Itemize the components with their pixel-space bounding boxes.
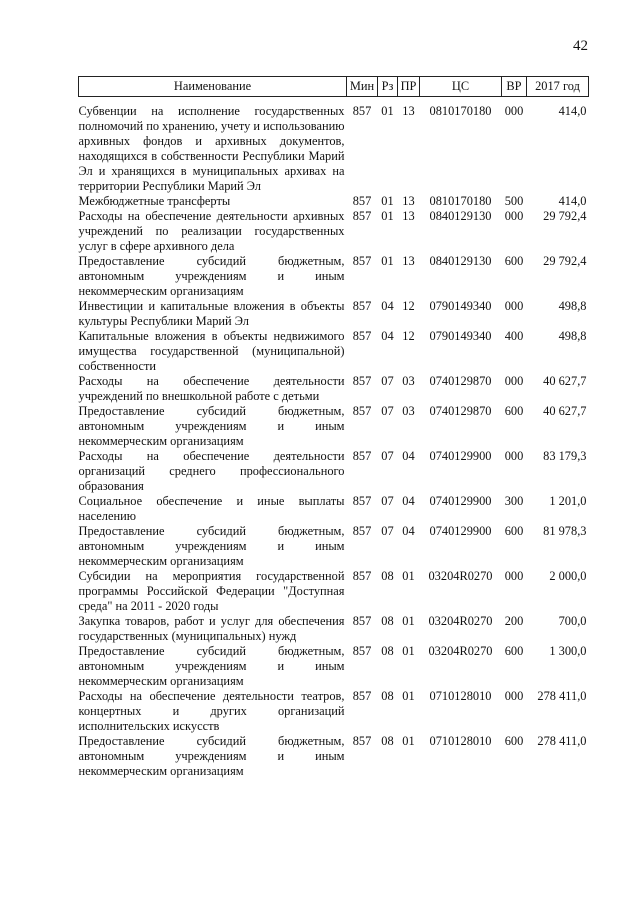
table-row [79,209,589,254]
cell-amount: 29 792,4 [543,209,587,223]
cell-name: Предоставление субсидий бюджетным, автономным учреждениям и иным некоммерческим организациям [78,734,345,778]
cell-vr: 000 [504,569,524,583]
cell-cs: 03204R0270 [428,569,493,583]
cell-rz: 01 [381,194,394,208]
cell-vr: 000 [504,104,524,118]
cell-amount: 1 300,0 [549,644,587,658]
cell-cs: 0710128010 [429,734,492,748]
cell-cs: 0810170180 [429,194,492,208]
cell-min: 857 [352,734,372,748]
cell-min: 857 [352,254,372,268]
cell-cs: 0840129130 [429,209,492,223]
header-min: Мин [347,77,378,97]
table-row [79,494,589,524]
cell-cs: 0710128010 [429,689,492,703]
cell-name: Расходы на обеспечение деятельности организаций среднего профессионального образования [78,449,345,493]
cell-cs: 0740129870 [429,374,492,388]
cell-min: 857 [352,689,372,703]
header-rz: Рз [378,77,398,97]
cell-cs: 0790149340 [429,299,492,313]
cell-name: Предоставление субсидий бюджетным, автономным учреждениям и иным некоммерческим организациям [78,524,345,568]
cell-amount: 83 179,3 [543,449,587,463]
cell-min: 857 [352,329,372,343]
cell-min: 857 [352,644,372,658]
cell-vr: 300 [504,494,524,508]
table-row [79,194,589,209]
cell-rz: 08 [381,734,394,748]
cell-pr: 03 [402,404,415,418]
cell-pr: 01 [402,569,415,583]
table-row [79,329,589,374]
cell-name: Социальное обеспечение и иные выплаты населению [78,494,345,523]
cell-cs: 0740129870 [429,404,492,418]
cell-amount: 40 627,7 [543,374,587,388]
cell-amount: 278 411,0 [537,734,587,748]
cell-amount: 2 000,0 [549,569,587,583]
cell-name: Субсидии на мероприятия государственной программы Российской Федерации "Доступная среда" на 2011 - 2020 годы [78,569,345,613]
cell-pr: 12 [402,299,415,313]
cell-rz: 07 [381,524,394,538]
cell-name: Инвестиции и капитальные вложения в объекты культуры Республики Марий Эл [78,299,345,328]
cell-vr: 600 [504,254,524,268]
cell-rz: 01 [381,209,394,223]
cell-pr: 13 [402,209,415,223]
cell-name: Закупка товаров, работ и услуг для обеспечения государственных (муниципальных) нужд [78,614,345,643]
cell-cs: 03204R0270 [428,644,493,658]
cell-rz: 04 [381,329,394,343]
cell-vr: 600 [504,524,524,538]
page-number: 42 [573,38,588,54]
cell-rz: 08 [381,569,394,583]
cell-rz: 08 [381,689,394,703]
cell-vr: 000 [504,299,524,313]
table-row [79,449,589,494]
cell-pr: 01 [402,689,415,703]
cell-pr: 01 [402,614,415,628]
header-year: 2017 год [527,77,589,97]
header-name: Наименование [79,77,347,97]
cell-min: 857 [352,494,372,508]
cell-pr: 03 [402,374,415,388]
cell-amount: 414,0 [558,104,587,118]
cell-amount: 700,0 [558,614,587,628]
cell-min: 857 [352,299,372,313]
header-vr: ВР [502,77,527,97]
cell-cs: 0740129900 [429,494,492,508]
cell-rz: 01 [381,104,394,118]
cell-cs: 0840129130 [429,254,492,268]
cell-pr: 04 [402,524,415,538]
cell-name: Предоставление субсидий бюджетным, автономным учреждениям и иным некоммерческим организациям [78,644,345,688]
cell-name: Субвенции на исполнение государственных полномочий по хранению, учету и использованию архивных фондов и архивных документов, находящихся в собственности Республики Марий Эл и хранящихся в муниципальных архивах на территории Республики Марий Эл [78,104,345,193]
cell-cs: 03204R0270 [428,614,493,628]
table-header-row [79,77,589,97]
cell-name: Расходы на обеспечение деятельности учреждений по внешкольной работе с детьми [78,374,345,403]
cell-rz: 07 [381,404,394,418]
table-row [79,644,589,689]
cell-vr: 400 [504,329,524,343]
cell-rz: 08 [381,644,394,658]
cell-vr: 000 [504,209,524,223]
cell-min: 857 [352,449,372,463]
cell-pr: 04 [402,494,415,508]
cell-vr: 000 [504,374,524,388]
table-row [79,689,589,734]
cell-cs: 0790149340 [429,329,492,343]
cell-name: Межбюджетные трансферты [78,194,231,208]
header-cs: ЦС [420,77,502,97]
cell-name: Расходы на обеспечение деятельности архивных учреждений по реализации государственных услуг в сфере архивного дела [78,209,345,253]
cell-name: Капитальные вложения в объекты недвижимого имущества государственной (муниципальной) собственности [78,329,345,373]
cell-vr: 600 [504,644,524,658]
table-row [79,374,589,404]
cell-amount: 414,0 [558,194,587,208]
cell-pr: 13 [402,194,415,208]
cell-min: 857 [352,614,372,628]
cell-vr: 500 [504,194,524,208]
cell-rz: 01 [381,254,394,268]
table-row [79,254,589,299]
cell-min: 857 [352,209,372,223]
cell-rz: 07 [381,494,394,508]
header-pr: ПР [398,77,420,97]
table-row [79,734,589,779]
cell-amount: 1 201,0 [549,494,587,508]
cell-rz: 04 [381,299,394,313]
cell-amount: 29 792,4 [543,254,587,268]
cell-min: 857 [352,374,372,388]
table-row [79,524,589,569]
cell-pr: 01 [402,644,415,658]
cell-amount: 278 411,0 [537,689,587,703]
cell-name: Предоставление субсидий бюджетным, автономным учреждениям и иным некоммерческим организациям [78,404,345,448]
cell-amount: 498,8 [558,329,587,343]
cell-rz: 07 [381,449,394,463]
cell-cs: 0810170180 [429,104,492,118]
cell-rz: 07 [381,374,394,388]
cell-amount: 498,8 [558,299,587,313]
cell-min: 857 [352,524,372,538]
table-row [79,569,589,614]
budget-table [78,76,589,779]
table-body [79,97,589,780]
cell-min: 857 [352,194,372,208]
cell-rz: 08 [381,614,394,628]
cell-name: Расходы на обеспечение деятельности театров, концертных и других организаций исполнительских искусств [78,689,345,733]
cell-vr: 200 [504,614,524,628]
table-row [79,97,589,195]
cell-pr: 04 [402,449,415,463]
cell-pr: 12 [402,329,415,343]
cell-pr: 13 [402,254,415,268]
cell-min: 857 [352,104,372,118]
table-row [79,404,589,449]
cell-amount: 81 978,3 [543,524,587,538]
cell-pr: 01 [402,734,415,748]
cell-name: Предоставление субсидий бюджетным, автономным учреждениям и иным некоммерческим организациям [78,254,345,298]
cell-cs: 0740129900 [429,524,492,538]
cell-vr: 000 [504,689,524,703]
table-row [79,299,589,329]
cell-min: 857 [352,569,372,583]
cell-cs: 0740129900 [429,449,492,463]
cell-vr: 000 [504,449,524,463]
cell-min: 857 [352,404,372,418]
table-row [79,614,589,644]
cell-vr: 600 [504,404,524,418]
cell-vr: 600 [504,734,524,748]
cell-amount: 40 627,7 [543,404,587,418]
cell-pr: 13 [402,104,415,118]
